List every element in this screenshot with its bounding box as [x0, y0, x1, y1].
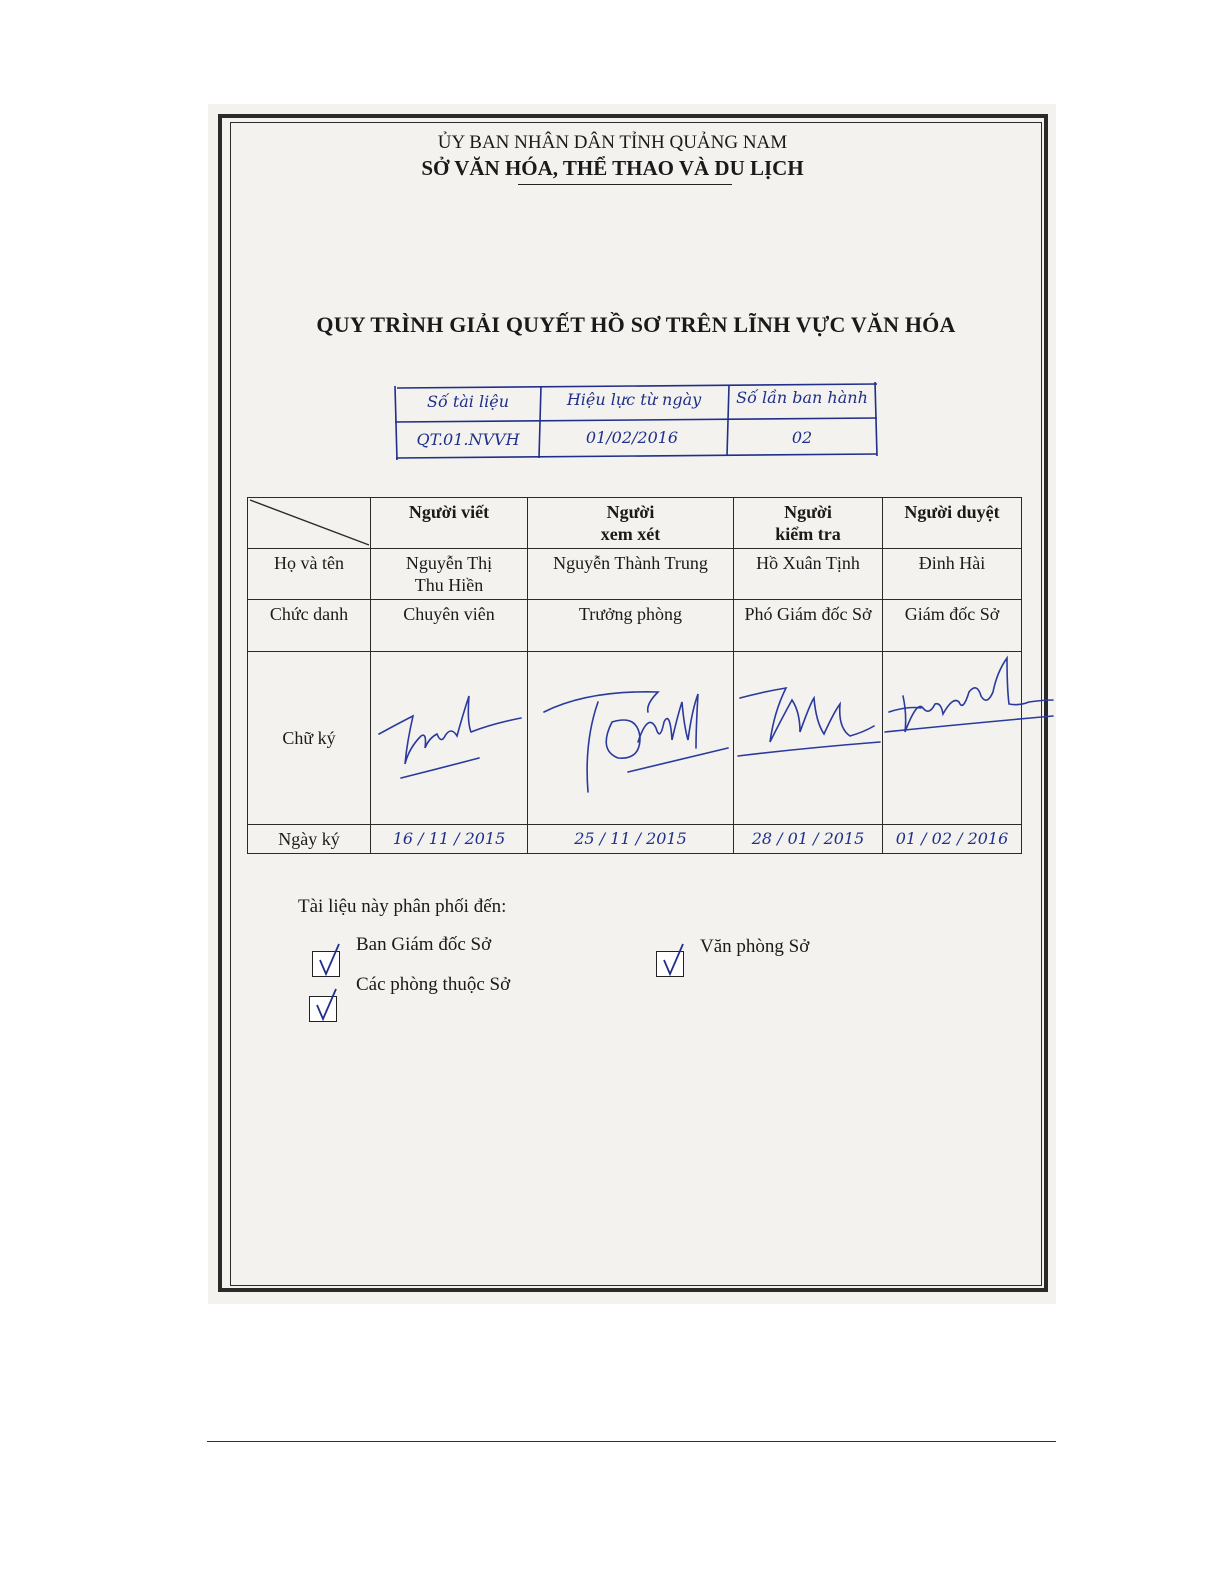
check-mark-icon [659, 942, 685, 978]
row-label-position: Chức danh [248, 600, 371, 652]
checkbox-departments[interactable] [309, 996, 337, 1022]
column-header-checker: Người kiểm tra [734, 498, 883, 549]
name-checker: Hồ Xuân Tịnh [734, 549, 883, 600]
distribution-label: Tài liệu này phân phối đến: [298, 896, 507, 917]
doc-number-value: QT.01.NVVH [416, 430, 520, 449]
issue-count-value: 02 [791, 428, 813, 447]
position-approver: Giám đốc Sở [883, 600, 1022, 652]
effective-date-value: 01/02/2016 [585, 428, 679, 447]
effective-date-header: Hiệu lực từ ngày [566, 390, 702, 409]
signature-approver-image [883, 652, 1053, 818]
signature-writer [371, 652, 528, 825]
document-title: QUY TRÌNH GIẢI QUYẾT HỒ SƠ TRÊN LĨNH VỰC VĂN HÓA [316, 312, 956, 337]
position-writer: Chuyên viên [371, 600, 528, 652]
date-writer: 16 / 11 / 2015 [371, 825, 528, 854]
distribution-item-office: Văn phòng Sở [700, 936, 810, 957]
name-writer: Nguyễn Thị Thu Hiền [371, 549, 528, 600]
column-header-writer: Người viết [371, 498, 528, 549]
position-reviewer: Trưởng phòng [528, 600, 734, 652]
approval-table [247, 497, 1022, 854]
footer-line [207, 1441, 1056, 1442]
row-label-date: Ngày ký [248, 825, 371, 854]
issue-count-header: Số lần ban hành [736, 388, 868, 407]
agency-name: ỦY BAN NHÂN DÂN TỈNH QUẢNG NAM [437, 132, 788, 153]
row-label-signature: Chữ ký [248, 652, 371, 825]
signature-writer-image [371, 652, 528, 818]
department-name: SỞ VĂN HÓA, THỂ THAO VÀ DU LỊCH [421, 156, 804, 180]
distribution-item-board: Ban Giám đốc Sở [356, 934, 492, 955]
signature-checker-image [734, 652, 883, 818]
signature-checker [734, 652, 883, 825]
name-reviewer: Nguyễn Thành Trung [528, 549, 734, 600]
document-info-box [393, 382, 879, 460]
doc-number-header: Số tài liệu [426, 392, 509, 411]
distribution-item-departments: Các phòng thuộc Sở [356, 974, 511, 995]
column-header-reviewer: Người xem xét [528, 498, 734, 549]
date-checker: 28 / 01 / 2015 [734, 825, 883, 854]
position-checker: Phó Giám đốc Sở [734, 600, 883, 652]
checkbox-office[interactable] [656, 951, 684, 977]
check-mark-icon [312, 987, 338, 1023]
signature-approver [883, 652, 1022, 825]
checkbox-board-of-directors[interactable] [312, 951, 340, 977]
table-corner-cell [248, 498, 371, 549]
header-underline [518, 184, 732, 185]
signature-reviewer [528, 652, 734, 825]
row-label-name: Họ và tên [248, 549, 371, 600]
signature-reviewer-image [528, 652, 734, 818]
date-reviewer: 25 / 11 / 2015 [528, 825, 734, 854]
column-header-approver: Người duyệt [883, 498, 1022, 549]
date-approver: 01 / 02 / 2016 [883, 825, 1022, 854]
name-approver: Đinh Hài [883, 549, 1022, 600]
diagonal-line [248, 498, 371, 547]
check-mark-icon [315, 942, 341, 978]
